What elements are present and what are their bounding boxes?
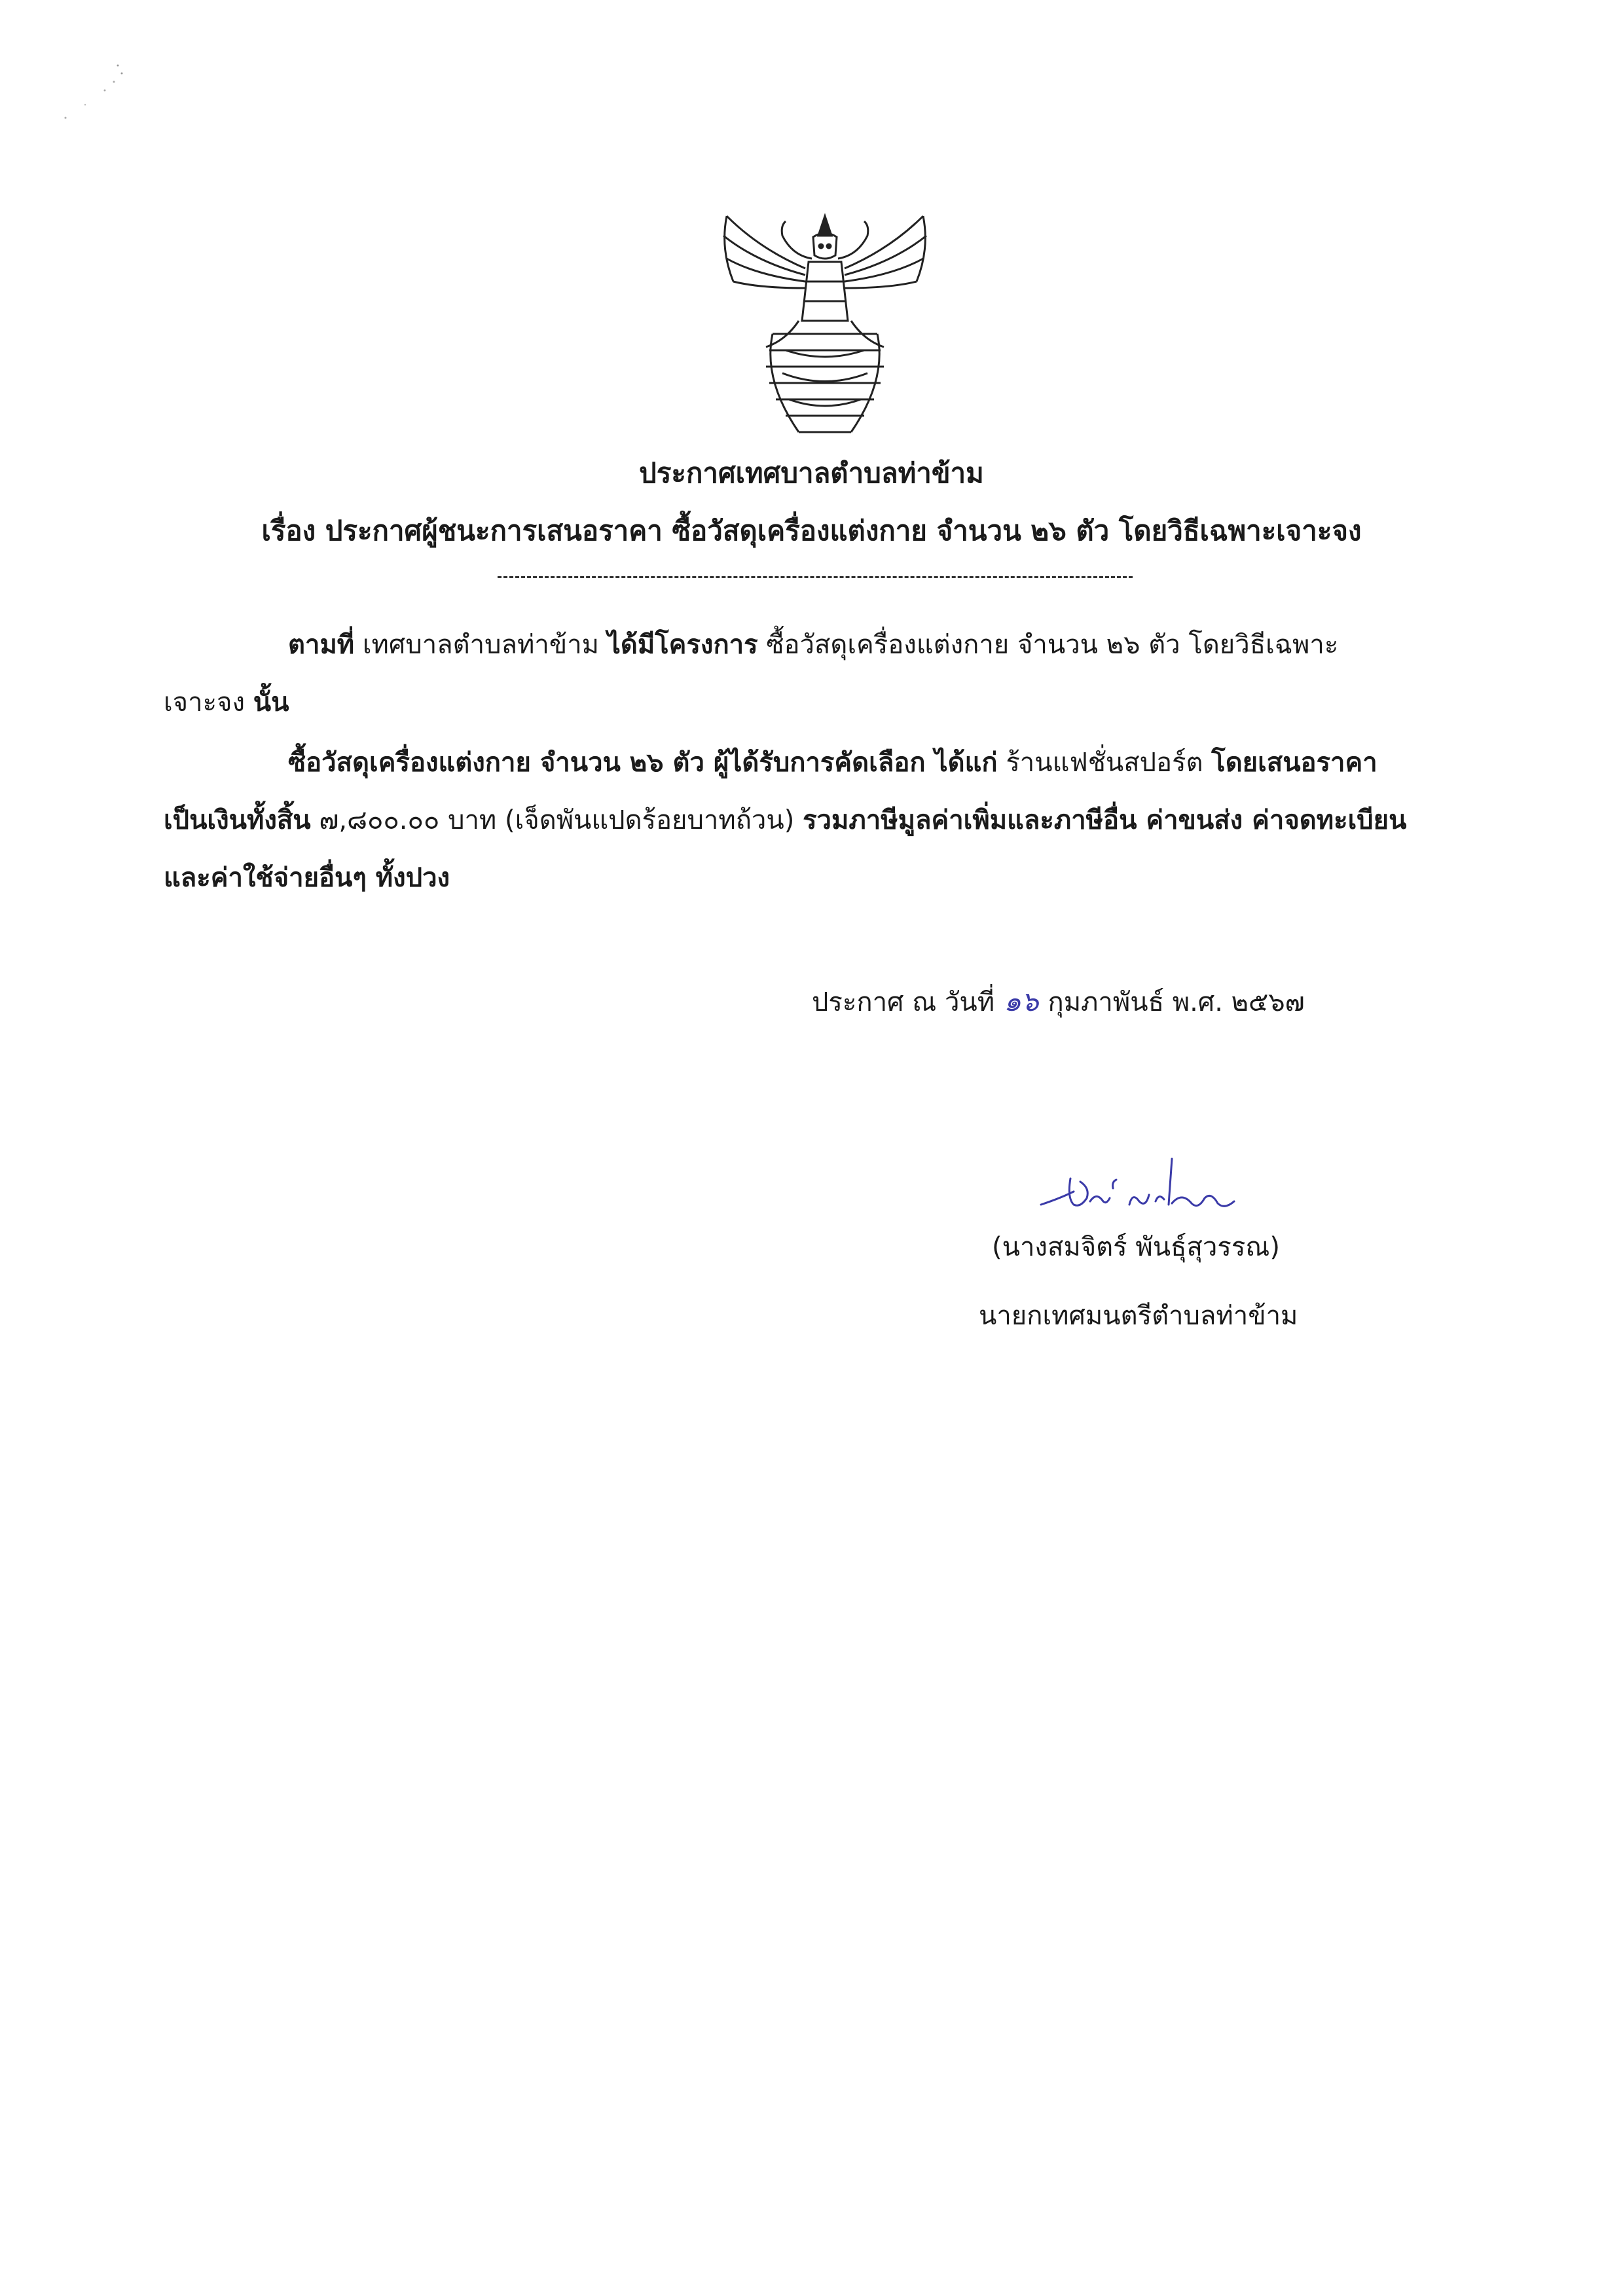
announcement-subject: เรื่อง ประกาศผู้ชนะการเสนอราคา ซื้อวัสดุเครื่องแต่งกาย จำนวน ๒๖ ตัว โดยวิธีเฉพาะเจาะจง [261, 515, 1362, 547]
announcement-date [812, 985, 1305, 1019]
paragraph-2-line-2 [164, 804, 1406, 837]
p2-selected-label: ผู้ได้รับการคัดเลือก ได้แก่ [704, 748, 998, 778]
divider [498, 576, 1133, 578]
signer-position: นายกเทศมนตรีตำบลท่าข้าม [979, 1301, 1298, 1331]
p2-amount: ๗,๘๐๐.๐๐ บาท (เจ็ดพันแปดร้อยบาทถ้วน) [310, 805, 803, 835]
paragraph-1-line-1 [288, 629, 1338, 661]
handwritten-signature-icon [1034, 1152, 1250, 1224]
p1-lead-word: ตามที่ [288, 630, 355, 660]
garuda-emblem-icon [707, 210, 943, 445]
paragraph-2-line-1 [288, 746, 1377, 779]
announcement-title: ประกาศเทศบาลตำบลท่าข้าม [639, 457, 984, 489]
paragraph-1-line-2 [164, 686, 289, 719]
p2-vendor-name: ร้านแฟชั่นสปอร์ต [997, 748, 1212, 778]
p1-project-text: ซื้อวัสดุเครื่องแต่งกาย จำนวน ๒๖ ตัว โดยวิธีเฉพาะ [757, 630, 1339, 660]
date-day-handwritten: ๑๖ [1004, 985, 1039, 1017]
p2-inclusions: รวมภาษีมูลค่าเพิ่มและภาษีอื่น ค่าขนส่ง ค่าจดทะเบียน [803, 805, 1407, 835]
p1-method-end: เจาะจง [164, 687, 253, 718]
scan-specks-icon [59, 59, 137, 131]
p2-item: ซื้อวัสดุเครื่องแต่งกาย จำนวน ๒๖ ตัว [288, 748, 704, 778]
p1-agency: เทศบาลตำบลท่าข้าม [354, 630, 608, 660]
date-month-year: กุมภาพันธ์ พ.ศ. ๒๕๖๗ [1048, 987, 1305, 1017]
p1-project-label: ได้มีโครงการ [607, 630, 758, 660]
p2-total-label: เป็นเงินทั้งสิ้น [164, 805, 311, 835]
p2-offer-label: โดยเสนอราคา [1211, 748, 1377, 778]
paragraph-2-line-3 [164, 862, 450, 894]
signer-name: (นางสมจิตร์ พันธุ์สุวรรณ) [992, 1232, 1281, 1262]
date-prefix: ประกาศ ณ วันที่ [812, 987, 995, 1017]
p1-closing-word: นั้น [253, 687, 289, 718]
p2-other-expenses: และค่าใช้จ่ายอื่นๆ ทั้งปวง [164, 863, 450, 893]
